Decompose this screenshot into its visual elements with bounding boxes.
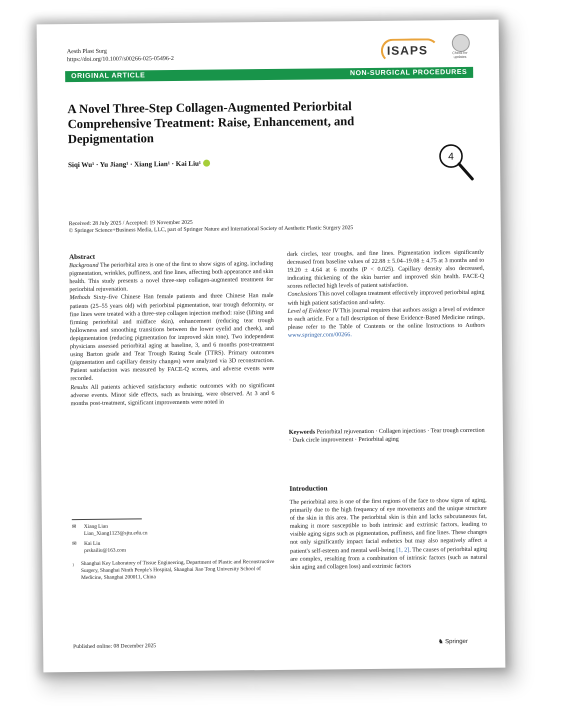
envelope-icon: ✉ — [72, 541, 77, 548]
level-of-evidence — [288, 305, 485, 339]
springer-label: Springer — [445, 638, 468, 646]
contact-1 — [72, 522, 282, 538]
level-of-evidence-badge — [434, 141, 478, 185]
orcid-icon[interactable] — [203, 160, 210, 167]
abstract-methods — [69, 292, 274, 383]
contact-name: Xiang Lian — [83, 523, 108, 530]
intro-paragraph: The periorbital area is one of the first regions of the face to show signs of aging, primarily due to the high frequency of eye movements and the unique structure of the skin in this area. The periorbital skin is thin and lacks subcutaneous fat, making it more susceptible to both intrinsic and extrinsic factors, leading to visible aging signs such as pigmentation, puffiness, and fine lines. These changes not only significantly impact facial esthetics but may also negatively affect a patient's self-esteem and mental well-being — [289, 497, 488, 555]
article-page — [37, 20, 506, 673]
springer-instructions-link[interactable]: www.springer.com/00266. — [287, 332, 352, 339]
methods-label: Methods — [69, 295, 91, 302]
abstract-right-column — [287, 249, 485, 340]
intro-paragraph-continued: . The causes of periorbital aging are complex, resulting from a combination of intrinsic factors (such as natural skin aging and collagen loss) and extrinsic factors — [290, 546, 488, 571]
check-updates-label: Check for updates — [452, 50, 468, 60]
footnote-rule — [72, 518, 142, 520]
level-badge-number: 4 — [448, 151, 454, 163]
corresponding-authors — [72, 522, 283, 582]
article-title: A Novel Three-Step Collagen-Augmented Periorbital Comprehensive Treatment: Raise, Enhancement, and Depigmentation — [67, 99, 355, 147]
keywords-text: Periorbital rejuvenation · Collagen injections · Tear trough correction · Dark circle improvement · Periorbital aging — [288, 427, 485, 444]
article-type-label: ORIGINAL ARTICLE — [71, 71, 146, 80]
keywords — [289, 427, 486, 445]
check-for-updates-button[interactable] — [449, 34, 471, 62]
springer-logo — [438, 638, 468, 645]
results-label: Results — [70, 384, 88, 391]
contact-name: Kai Liu — [84, 540, 101, 547]
contact-2 — [72, 539, 282, 555]
methods-text: Sixty-five Chinese Han female patients and three Chinese Han male patients (25–55 years old) with periorbital pigmentation, tear trough deformity, or fine lines were treated with a three-step collagen injection method: raise (lifting and firming periorbital and midface skin), enhancement (reducing tear trough hollowness and smoothing transitions between the lower eyelid and cheek), and depigmentation (reducing pigmentation for improved skin tone). Two independent physicians assessed periorbital aging at baseline, 3, and 6 months post-treatment using Barton grade and Tear Trough Rating Scale (TTRS). Primary outcomes (pigmentation and capillary density changes) were analyzed via 3D reconstruction. Patient satisfaction was measured by FACE-Q scores, and adverse events were recorded. — [69, 293, 275, 383]
level-text: This journal requires that authors assign a level of evidence to each article. For a full description of these Evidence-Based Medicine ratings, please refer to the Table of Contents or the online Instructions to Authors — [287, 306, 485, 331]
article-dates — [69, 218, 354, 236]
introduction-text — [290, 497, 488, 572]
journal-name: Aesth Plast Surg — [66, 48, 107, 56]
author-line — [68, 160, 210, 169]
check-updates-icon — [452, 34, 470, 52]
section-bar — [65, 67, 473, 82]
affiliation-mark: 1 — [72, 562, 75, 568]
conclusions-label: Conclusions — [287, 291, 318, 299]
copyright-line: © Springer Science+Business Media, LLC, part of Springer Nature and International Society of Aesthetic Plastic Surgery 2025 — [68, 225, 354, 235]
received-accepted: Received: 28 July 2025 / Accepted: 19 November 2025 — [68, 219, 193, 228]
affiliation-text: Shanghai Key Laboratory of Tissue Engineering, Department of Plastic and Reconstructive Surgery, Shanghai Ninth People's Hospital, Shanghai Jiao Tong University School of Medicine, Shanghai 200011, China — [80, 558, 275, 582]
springer-horse-icon: ♞ — [438, 639, 444, 646]
doi-link[interactable]: https://doi.org/10.1007/s00266-025-05496-2 — [66, 56, 174, 64]
keywords-label: Keywords — [288, 429, 316, 436]
abstract-left-column — [69, 251, 275, 408]
author-names: Siqi Wu¹ · Yu Jiang¹ · Xiang Lian¹ · Kai Liu¹ — [68, 159, 202, 170]
conclusions-text: This novel collagen treatment effectively improved periorbital aging with high patient satisfaction and safety. — [287, 290, 485, 307]
affiliation — [72, 559, 282, 582]
citation-link[interactable]: [1, 2] — [396, 547, 410, 554]
contact-email[interactable]: prskailiu@163.com — [84, 547, 126, 554]
contact-email[interactable]: Lian_Xiang1123@sjtu.edu.cn — [83, 530, 148, 537]
published-date: Published online: 08 December 2025 — [73, 643, 157, 651]
results-continued: dark circles, tear troughs, and fine lines. Pigmentation indices significantly decreased from baseline values of 22.88 ± 5.04–19.08 ± 4.75 at 3 months and to 19.20 ± 4.64 at 6 months (P < 0.025). Capillary density also decreased, indicating thickening of the skin barrier and improved skin health. FACE-Q scores reflected high levels of patient satisfaction. — [287, 249, 485, 291]
abstract-background — [69, 260, 273, 295]
journal-header — [67, 47, 174, 64]
logo-text: ISAPS — [386, 43, 429, 58]
background-label: Background — [69, 262, 99, 270]
level-label: Level of Evidence IV — [287, 307, 339, 315]
abstract-heading: Abstract — [69, 252, 96, 262]
isaps-logo — [377, 37, 439, 62]
background-text: The periorbital area is one of the first to show signs of aging, including pigmentation, wrinkles, puffiness, and fine lines, affecting both appearance and skin health. This study presents a novel three-step collagen-augmented treatment for periorbital rejuvenation. — [69, 261, 274, 294]
introduction-heading: Introduction — [289, 484, 328, 493]
envelope-icon: ✉ — [71, 524, 77, 531]
abstract-results — [70, 381, 274, 407]
section-category-label: NON-SURGICAL PROCEDURES — [349, 68, 468, 77]
results-text: All patients achieved satisfactory esthetic outcomes with no significant adverse events. Minor side effects, such as bruising, were observed. At 3 and 6 months post-treatment, significant improvements were noted in — [70, 382, 275, 407]
